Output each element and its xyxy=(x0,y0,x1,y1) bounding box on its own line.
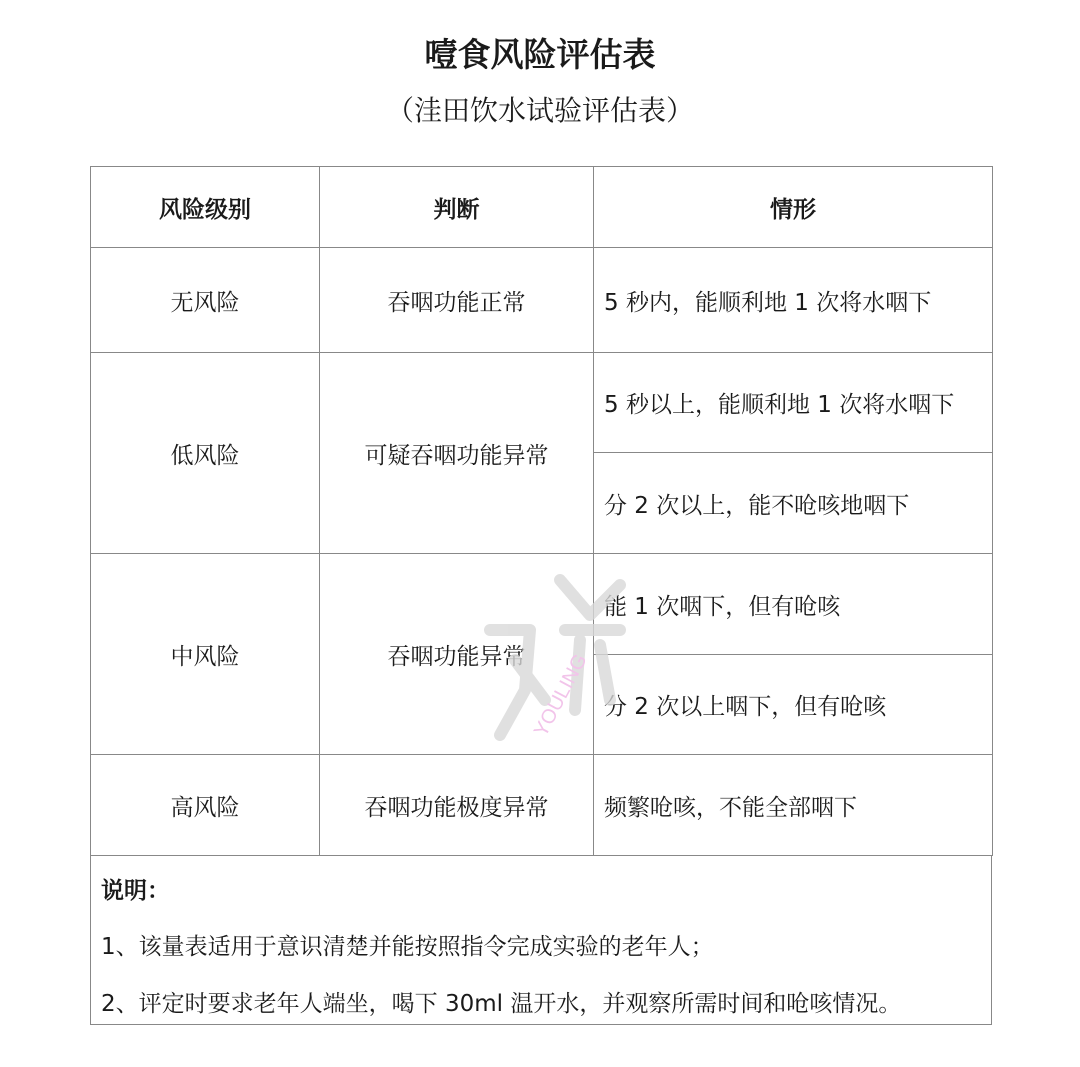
situation-cell: 分 2 次以上，能不呛咳地咽下 xyxy=(594,453,993,554)
page-title: 噎食风险评估表 xyxy=(424,35,656,74)
situation-cell: 频繁呛咳，不能全部咽下 xyxy=(594,755,993,856)
table-header-row xyxy=(91,167,993,248)
notes-section xyxy=(90,856,992,1025)
table-row xyxy=(91,248,993,353)
note-item: 1、该量表适用于意识清楚并能按照指令完成实验的老年人； xyxy=(101,934,714,960)
table-row xyxy=(91,755,993,856)
header-risk-level: 风险级别 xyxy=(91,167,320,248)
judgment-cell: 吞咽功能极度异常 xyxy=(320,755,594,856)
risk-level-cell: 中风险 xyxy=(91,554,320,755)
judgment-cell: 吞咽功能正常 xyxy=(320,248,594,353)
situation-cell: 5 秒内，能顺利地 1 次将水咽下 xyxy=(594,248,993,353)
notes-title: 说明： xyxy=(101,878,170,904)
risk-level-cell: 低风险 xyxy=(91,353,320,554)
judgment-cell: 可疑吞咽功能异常 xyxy=(320,353,594,554)
note-item: 2、评定时要求老年人端坐，喝下 30ml 温开水，并观察所需时间和呛咳情况。 xyxy=(101,991,902,1017)
table-row xyxy=(91,353,993,453)
judgment-cell: 吞咽功能异常 xyxy=(320,554,594,755)
risk-level-cell: 高风险 xyxy=(91,755,320,856)
risk-level-cell: 无风险 xyxy=(91,248,320,353)
situation-cell: 5 秒以上，能顺利地 1 次将水咽下 xyxy=(594,353,993,453)
header-situation: 情形 xyxy=(594,167,993,248)
situation-cell: 分 2 次以上咽下，但有呛咳 xyxy=(594,655,993,755)
watermark-text: YOULING xyxy=(529,650,592,741)
situation-cell: 能 1 次咽下，但有呛咳 xyxy=(594,554,993,655)
assessment-table xyxy=(90,166,993,856)
page-subtitle: （洼田饮水试验评估表） xyxy=(385,94,694,127)
table-row xyxy=(91,554,993,655)
header-judgment: 判断 xyxy=(320,167,594,248)
